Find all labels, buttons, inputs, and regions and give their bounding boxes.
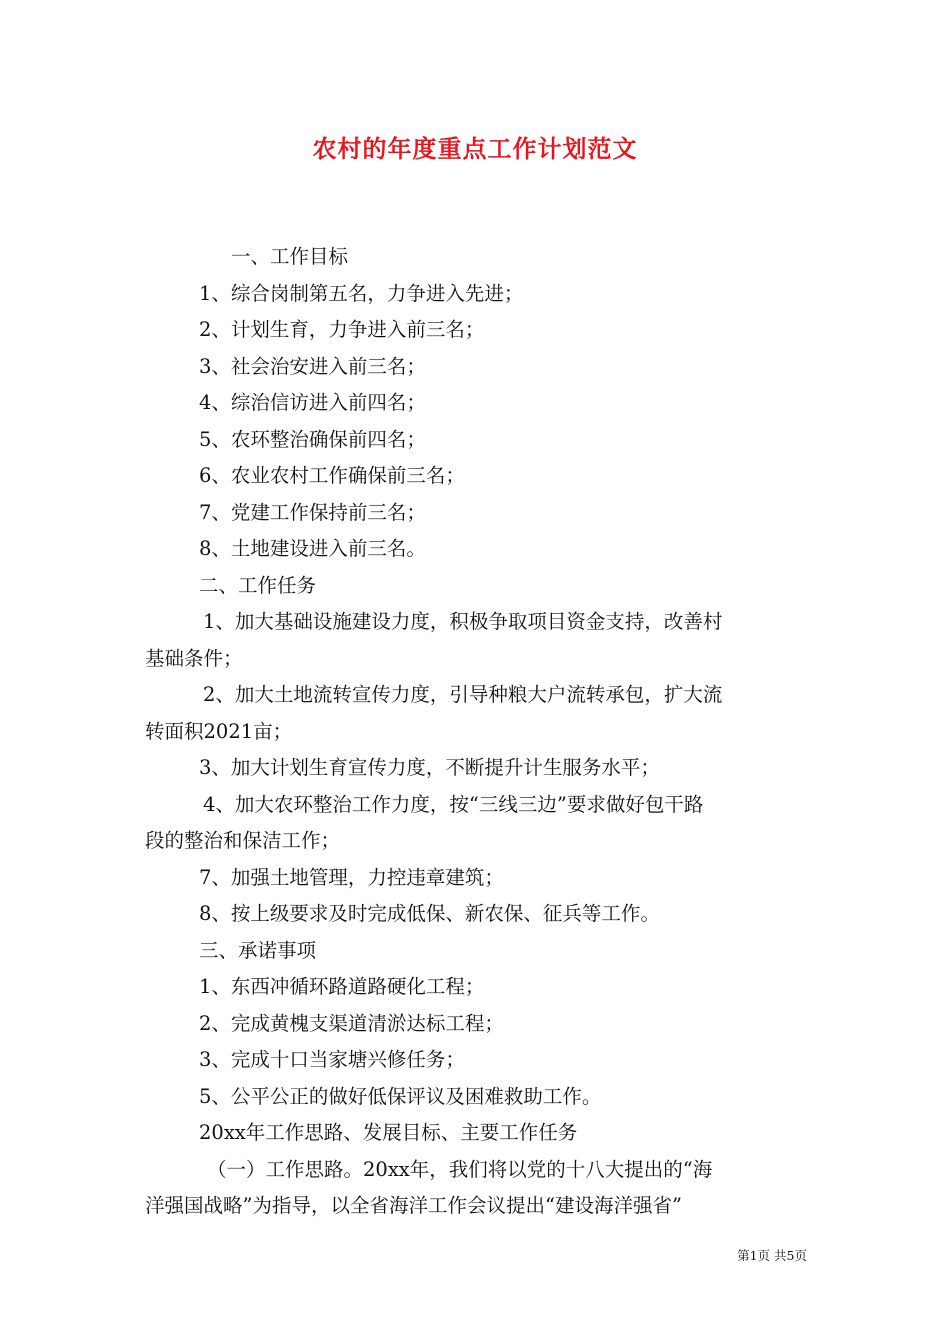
commitment-item: 3、完成十口当家塘兴修任务； bbox=[199, 1048, 465, 1071]
paragraph-line: 洋强国战略”为指导，以全省海洋工作会议提出“建设海洋强省” bbox=[145, 1194, 682, 1217]
commitment-item: 1、东西冲循环路道路硬化工程； bbox=[199, 975, 485, 998]
task-item: 2、加大土地流转宣传力度，引导种粮大户流转承包，扩大流 bbox=[203, 683, 723, 706]
task-item: 7、加强土地管理，力控违章建筑； bbox=[199, 865, 504, 889]
goal-item: 7、党建工作保持前三名； bbox=[199, 500, 426, 524]
goal-item: 2、计划生育，力争进入前三名； bbox=[199, 318, 485, 341]
commitment-item: 2、完成黄槐支渠道清淤达标工程； bbox=[199, 1011, 504, 1035]
task-item-continuation: 转面积2021亩； bbox=[145, 719, 293, 743]
section-heading-commitments: 三、承诺事项 bbox=[199, 938, 317, 962]
goal-item: 1、综合岗制第五名，力争进入先进； bbox=[199, 281, 524, 305]
task-item-continuation: 基础条件； bbox=[145, 646, 243, 670]
task-item-continuation: 段的整治和保洁工作； bbox=[145, 829, 341, 852]
section-heading-goals: 一、工作目标 bbox=[231, 245, 349, 268]
goal-item: 5、农环整治确保前四名； bbox=[199, 427, 426, 451]
task-item: 4、加大农环整治工作力度，按“三线三边”要求做好包干路 bbox=[203, 792, 704, 816]
plan-heading: 20xx年工作思路、发展目标、主要工作任务 bbox=[199, 1121, 578, 1144]
task-item: 1、加大基础设施建设力度，积极争取项目资金支持，改善村 bbox=[203, 610, 723, 633]
goal-item: 6、农业农村工作确保前三名； bbox=[199, 464, 465, 487]
task-item: 8、按上级要求及时完成低保、新农保、征兵等工作。 bbox=[199, 902, 660, 925]
task-item: 3、加大计划生育宣传力度，不断提升计生服务水平； bbox=[199, 756, 660, 779]
page-number: 第1页 共5页 bbox=[737, 1248, 807, 1263]
goal-item: 4、综治信访进入前四名； bbox=[199, 391, 426, 414]
section-heading-tasks: 二、工作任务 bbox=[199, 573, 317, 597]
document-body bbox=[145, 239, 810, 1225]
goal-item: 8、土地建设进入前三名。 bbox=[199, 537, 426, 560]
goal-item: 3、社会治安进入前三名； bbox=[199, 354, 426, 378]
commitment-item: 5、公平公正的做好低保评议及困难救助工作。 bbox=[199, 1084, 602, 1108]
document-title: 农村的年度重点工作计划范文 bbox=[312, 134, 638, 163]
paragraph-line: （一）工作思路。20xx年，我们将以党的十八大提出的“海 bbox=[207, 1157, 713, 1181]
